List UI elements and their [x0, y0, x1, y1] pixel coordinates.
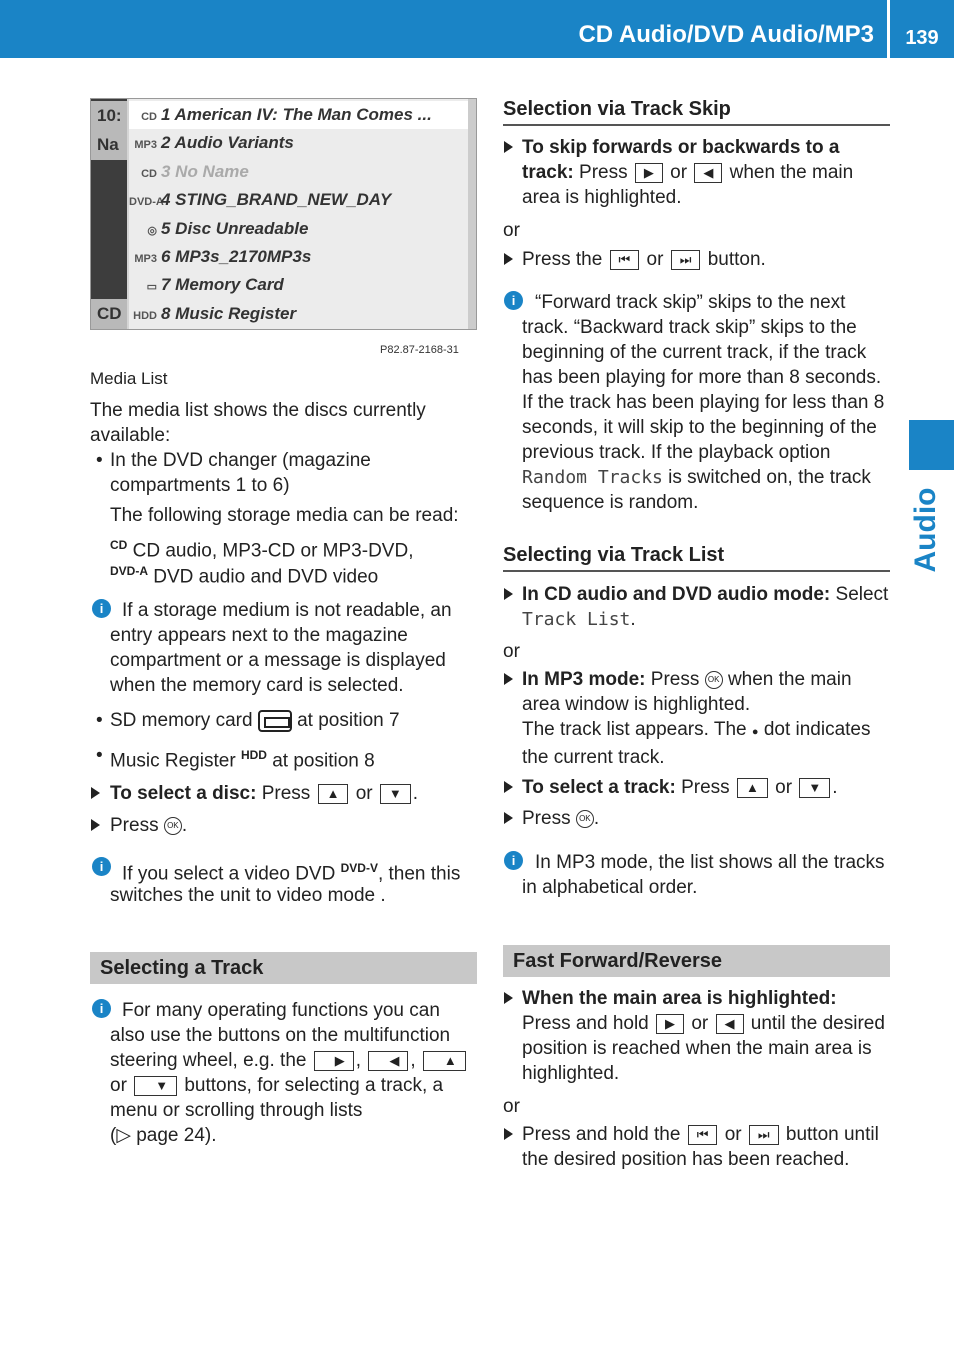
text: Press: [681, 777, 730, 798]
screenshot-row: [129, 158, 469, 186]
text: Press and hold the: [522, 1124, 681, 1145]
hdd-icon: HDD: [240, 748, 267, 762]
text: at position 8: [272, 750, 375, 772]
menu-item-name: Track List: [522, 609, 631, 630]
down-key-icon: ▼: [799, 778, 830, 798]
row-text: 5 Disc Unreadable: [161, 219, 309, 238]
text: Press the: [522, 249, 603, 270]
text: In MP3 mode:: [522, 669, 646, 690]
intro-text: The media list shows the discs currently available:: [90, 400, 426, 446]
step-cd-mode: In CD audio and DVD audio mode: Select Track List.: [522, 584, 889, 630]
info-multifunction: For many operating functions you can also use the buttons on the multifunction steering wheel, e.g. the ▶ , ◀ , ▲ or ▼ buttons, for selecting a track, a menu or scrolling through lists (▷ page 24).: [110, 998, 475, 1148]
section-selecting-track: Selecting a Track: [90, 952, 477, 984]
screenshot-left-label: 10:: [91, 101, 127, 131]
row-text: 6 MP3s_2170MP3s: [161, 247, 312, 266]
text: In CD audio and DVD audio mode:: [522, 584, 831, 605]
text: Select: [835, 584, 889, 605]
step-arrow-icon: [504, 781, 513, 793]
text: When the main area is highlighted:: [522, 988, 837, 1009]
step-select-track: To select a track: Press ▲ or ▼ .: [522, 777, 838, 798]
text: or: [355, 783, 373, 804]
bullet-dot: •: [96, 710, 103, 731]
screenshot-row: [129, 129, 469, 157]
info-unreadable: If a storage medium is not readable, an entry appears next to the magazine compartment or a message is displayed when the memory card is selected.: [110, 600, 452, 696]
info-icon: i: [92, 857, 111, 876]
step-arrow-icon: [504, 253, 513, 265]
text: until the desired position is reached when the main area is highlighted.: [522, 1013, 885, 1084]
text: SD memory card: [110, 710, 253, 731]
section-fast-forward: Fast Forward/Reverse: [503, 945, 890, 977]
text: Music Register: [110, 750, 236, 772]
disc-icon: ◎: [147, 225, 157, 237]
screenshot-scrollbar: [468, 99, 476, 330]
step-arrow-icon: [504, 673, 513, 685]
text: when the main area window is highlighted.: [522, 669, 852, 715]
side-tab-label: Audio: [908, 487, 942, 573]
text: DVD audio and DVD video: [153, 566, 379, 588]
screenshot-left-label: CD: [91, 299, 127, 329]
step-arrow-icon: [91, 819, 100, 831]
previous-track-icon: ⏮: [688, 1125, 718, 1145]
step-arrow-icon: [504, 1128, 513, 1140]
text: buttons, for selecting a track, a menu or scrolling through lists: [110, 1075, 444, 1121]
info-icon: i: [92, 999, 111, 1018]
disc-icon: MP3: [134, 139, 157, 151]
screenshot-left-panel: [91, 99, 127, 330]
step-arrow-icon: [504, 141, 513, 153]
dvd-audio-icon: DVD-A: [110, 564, 148, 578]
text: button until the desired position has been reached.: [522, 1124, 879, 1170]
page-number: 139: [905, 27, 939, 49]
step-ff-prev-next: [522, 1122, 890, 1172]
disc-icon: CD: [141, 111, 157, 123]
sd-card-icon: [258, 710, 292, 732]
text: “Forward track skip” skips to the next track. “Backward track skip” skips to the beginning of the current track, if the track has been playing for more than 8 seconds. If the track has been playing for less than 8 seconds, it will skip to the beginning of the previous track. If the playback option: [522, 292, 885, 463]
step-arrow-icon: [504, 992, 513, 1004]
text: To skip forwards or backwards to a track:: [522, 137, 840, 183]
text: , then this: [377, 863, 461, 885]
current-track-dot-icon: ●: [751, 726, 759, 738]
bullet-sd-card: [110, 708, 400, 733]
storage-media-line3: [110, 559, 475, 589]
cd-icon: CD: [110, 538, 128, 552]
text: To select a disc:: [110, 783, 257, 804]
page-header: [0, 0, 954, 58]
text: Press: [261, 783, 311, 804]
step-arrow-icon: [504, 588, 513, 600]
text: Press: [110, 815, 159, 836]
text: To select a track:: [522, 777, 676, 798]
text: or: [691, 1013, 709, 1034]
up-key-icon: ▲: [737, 778, 768, 798]
down-key-icon: ▼: [380, 784, 411, 804]
step-arrow-icon: [504, 812, 513, 824]
info-video-dvd: [122, 856, 460, 886]
step-arrow-icon: [91, 787, 100, 799]
option-name: Random Tracks: [522, 467, 663, 488]
left-key-icon: ◀: [716, 1014, 744, 1034]
text: when the main area is highlighted.: [522, 162, 854, 208]
text: If you select a video DVD: [122, 863, 336, 885]
disc-icon: DVD-A: [129, 196, 164, 208]
info-track-skip: [522, 290, 892, 515]
figure-caption: Media List: [90, 369, 168, 388]
text: For many operating functions you can also use the buttons on the multifunction steering wheel, e.g. the: [110, 1000, 451, 1071]
text: The track list appears. The: [522, 719, 747, 740]
or-text: or: [503, 220, 520, 241]
right-key-icon: ▶: [314, 1051, 354, 1071]
text: at position 7: [297, 710, 400, 731]
heading-track-list: Selecting via Track List: [503, 543, 890, 572]
ok-button-icon: OK: [576, 810, 594, 828]
info-icon: i: [504, 291, 523, 310]
step-skip: [522, 135, 890, 210]
info-mp3-list: In MP3 mode, the list shows all the tracks in alphabetical order.: [522, 852, 885, 898]
step-mp3-mode: [522, 667, 890, 770]
next-track-icon: ⏭: [671, 250, 701, 270]
previous-track-icon: ⏮: [610, 250, 640, 270]
or-text: or: [503, 1096, 520, 1117]
info-icon: i: [92, 599, 111, 618]
row-text: 2 Audio Variants: [161, 133, 294, 152]
media-list-screenshot: [90, 98, 477, 330]
row-text: 3 No Name: [161, 162, 249, 181]
next-track-icon: ⏭: [749, 1125, 779, 1145]
screenshot-row: [129, 243, 469, 271]
figure-id: P82.87-2168-31: [380, 344, 459, 356]
text: Press: [522, 808, 571, 829]
text: button.: [707, 249, 766, 270]
step-ff-hold: [522, 986, 890, 1086]
text: is switched on, the track sequence is random.: [522, 467, 871, 513]
screenshot-row: [129, 215, 469, 243]
text: Press: [650, 669, 700, 690]
text: or: [724, 1124, 742, 1145]
screenshot-left-label: Na: [91, 130, 127, 160]
screenshot-row: [129, 271, 469, 299]
ok-button-icon: OK: [705, 671, 723, 689]
header-title: CD Audio/DVD Audio/MP3: [578, 21, 874, 48]
text: Press and hold: [522, 1013, 649, 1034]
text: CD audio, MP3-CD or MP3-DVD,: [132, 540, 414, 562]
heading-track-skip: Selection via Track Skip: [503, 97, 890, 126]
row-text: 1 American IV: The Man Comes ...: [161, 105, 432, 124]
right-key-icon: ▶: [656, 1014, 684, 1034]
screenshot-row: [129, 300, 469, 328]
disc-icon: CD: [141, 168, 157, 180]
disc-icon: MP3: [134, 253, 157, 265]
left-key-icon: ◀: [694, 163, 722, 183]
info-video-dvd-line2: switches the unit to video mode .: [110, 885, 386, 906]
step-prev-next: [522, 247, 766, 272]
down-key-icon: ▼: [134, 1076, 177, 1096]
row-text: 8 Music Register: [161, 304, 297, 323]
right-key-icon: ▶: [635, 163, 663, 183]
text: dot indicates the current track.: [522, 719, 871, 768]
left-key-icon: ◀: [368, 1051, 408, 1071]
info-icon: i: [504, 851, 523, 870]
page-reference: (▷ page 24).: [110, 1125, 217, 1146]
dvd-video-icon: DVD-V: [340, 861, 378, 875]
text: or: [670, 162, 688, 183]
bullet-dot: •: [96, 745, 103, 766]
step-press-ok: Press OK .: [522, 808, 600, 829]
bullet-music-register: [110, 743, 375, 773]
bullet-dot: •: [96, 450, 103, 471]
step-select-disc: To select a disc: Press ▲ or ▼ .: [110, 783, 419, 804]
screenshot-list: [129, 99, 469, 330]
screenshot-row: [129, 101, 469, 129]
row-text: 4 STING_BRAND_NEW_DAY: [161, 190, 392, 209]
or-text: or: [503, 641, 520, 662]
text: or: [110, 1075, 127, 1096]
ok-button-icon: OK: [164, 817, 182, 835]
text: or: [775, 777, 793, 798]
screenshot-row: [129, 186, 469, 214]
storage-media-text: The following storage media can be read:: [110, 505, 459, 526]
text: or: [646, 249, 664, 270]
disc-icon: ▭: [146, 281, 157, 293]
row-text: 7 Memory Card: [161, 275, 284, 294]
side-tab-marker: [909, 420, 954, 470]
text: Press: [579, 162, 628, 183]
step-press-ok: Press OK .: [110, 815, 188, 836]
disc-icon: HDD: [133, 310, 157, 322]
bullet-dvd-changer: In the DVD changer (magazine compartments 1 to 6): [110, 450, 371, 496]
up-key-icon: ▲: [318, 784, 349, 804]
up-key-icon: ▲: [423, 1051, 466, 1071]
